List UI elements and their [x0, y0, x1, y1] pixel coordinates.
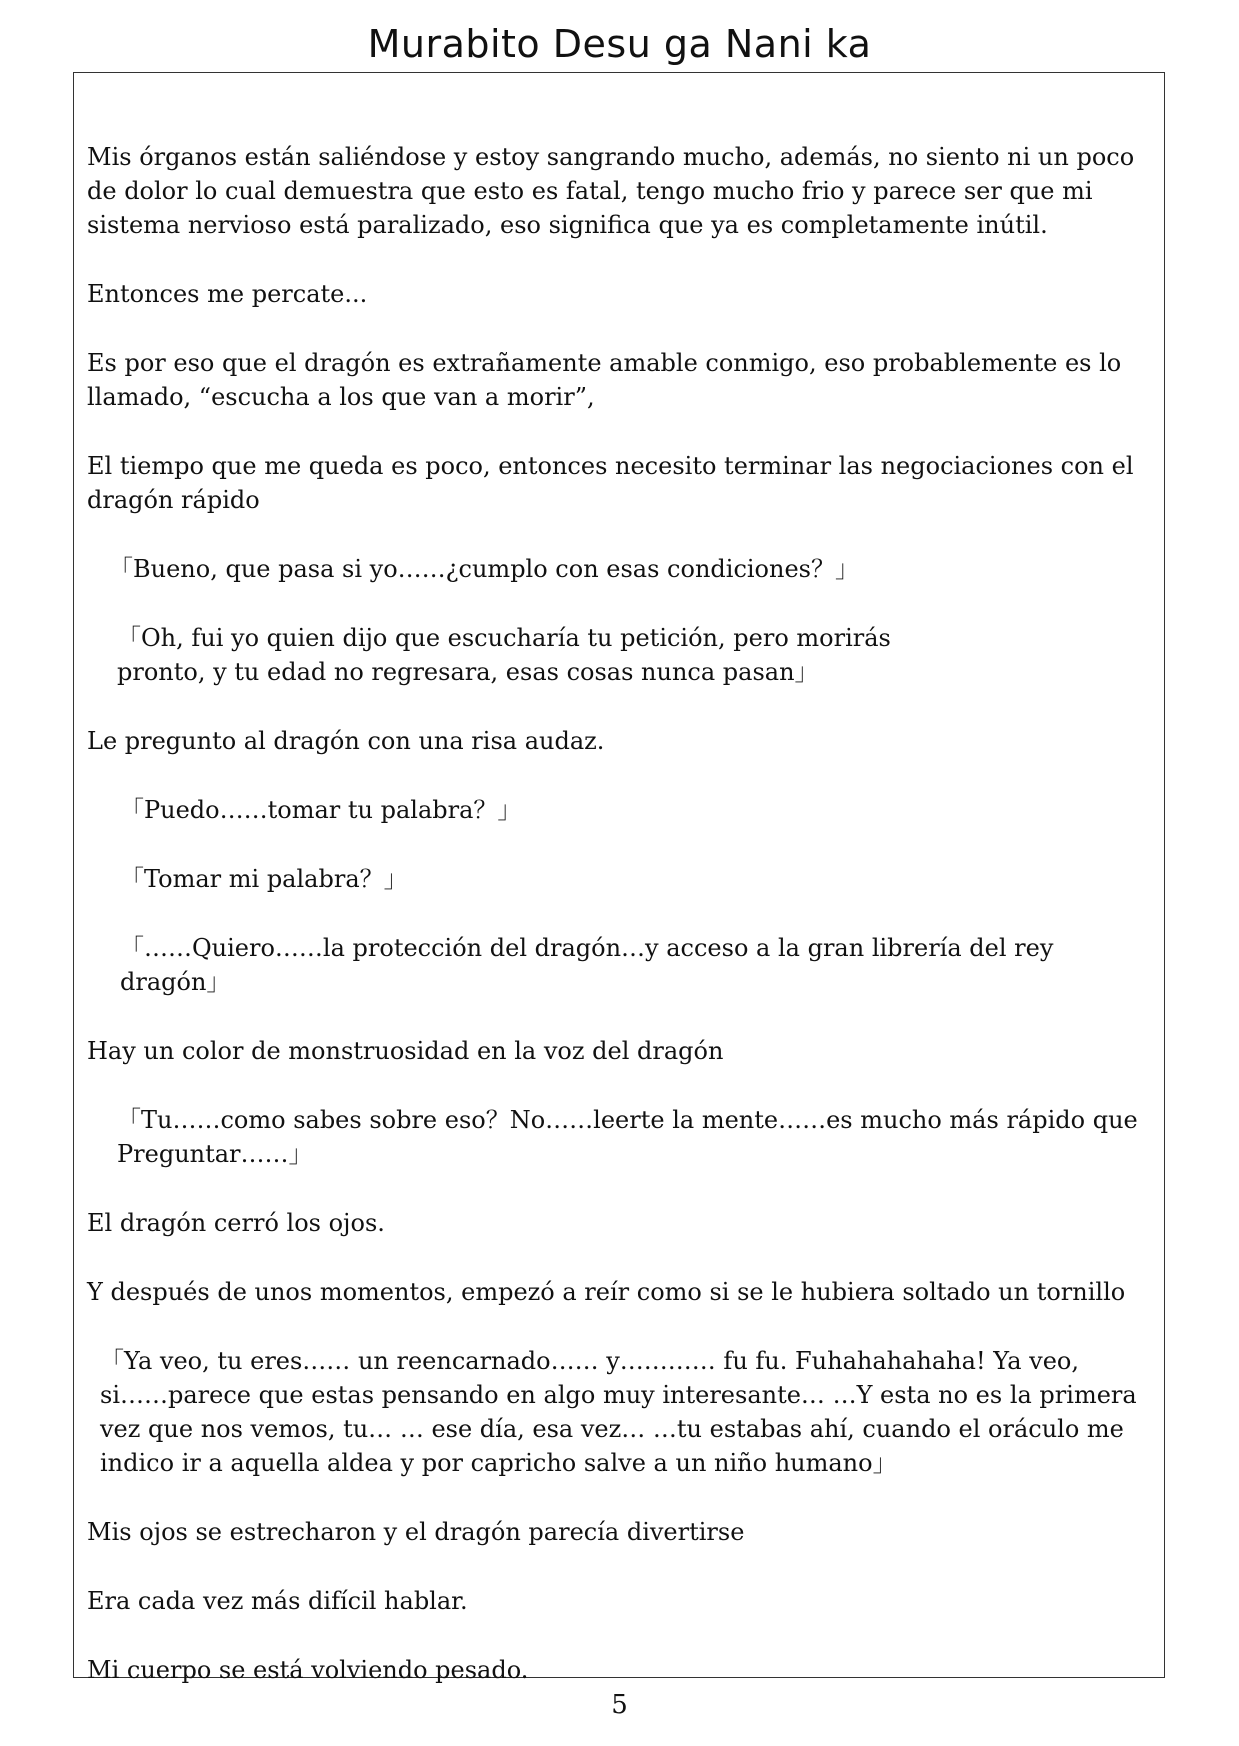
paragraph: Mis órganos están saliéndose y estoy sangrando mucho, además, no siento ni un poco de dolor lo cual demuestra que esto es fatal, tengo mucho frio y parece ser que mi sistema nervioso está paralizado, eso significa que ya es completamente inútil.	[87, 143, 1135, 239]
dialogue-line: 「Puedo……tomar tu palabra？」	[120, 796, 522, 824]
paragraph: Hay un color de monstruosidad en la voz del dragón	[87, 1037, 724, 1065]
dialogue-line: 「Tomar mi palabra？」	[120, 865, 408, 893]
dialogue-line: 「……Quiero……la protección del dragón…y acceso a la gran librería del rey dragón」	[120, 934, 1054, 996]
dialogue-line: 「Oh, fui yo quien dijo que escucharía tu petición, pero morirás pronto, y tu edad no regresara, esas cosas nunca pasan」	[117, 624, 891, 686]
dialogue-line: 「Ya veo, tu eres…… un reencarnado…… y………… fu fu. Fuhahahahaha! Ya veo, si……parece que estas pensando en algo muy interesante… …Y esta no es la primera vez que nos vemos, tu… … ese día, esa vez… …tu estabas ahí, cuando el oráculo me indico ir a aquella aldea y por capricho salve a un niño humano」	[100, 1347, 1137, 1477]
paragraph: Es por eso que el dragón es extrañamente amable conmigo, eso probablemente es lo llamado, “escucha a los que van a morir”,	[87, 349, 1122, 411]
paragraph: Mis ojos se estrecharon y el dragón parecía divertirse	[87, 1518, 745, 1546]
paragraph: Era cada vez más difícil hablar.	[87, 1587, 468, 1615]
dialogue-line: 「Tu……como sabes sobre eso？No……leerte la mente……es mucho más rápido que Preguntar……」	[117, 1106, 1138, 1168]
paragraph: El dragón cerró los ojos.	[87, 1209, 385, 1237]
dialogue-line: 「Bueno, que pasa si yo……¿cumplo con esas condiciones？」	[109, 555, 859, 583]
page-title: Murabito Desu ga Nani ka	[367, 22, 872, 66]
page-body	[87, 140, 1157, 1722]
paragraph: El tiempo que me queda es poco, entonces necesito terminar las negociaciones con el dragón rápido	[87, 452, 1134, 514]
paragraph: Mi cuerpo se está volviendo pesado.	[87, 1656, 529, 1684]
paragraph: Entonces me percate...	[87, 280, 368, 308]
paragraph: Le pregunto al dragón con una risa audaz.	[87, 727, 605, 755]
paragraph: Y después de unos momentos, empezó a reír como si se le hubiera soltado un tornillo	[87, 1278, 1126, 1306]
page-number: 5	[611, 1690, 628, 1720]
